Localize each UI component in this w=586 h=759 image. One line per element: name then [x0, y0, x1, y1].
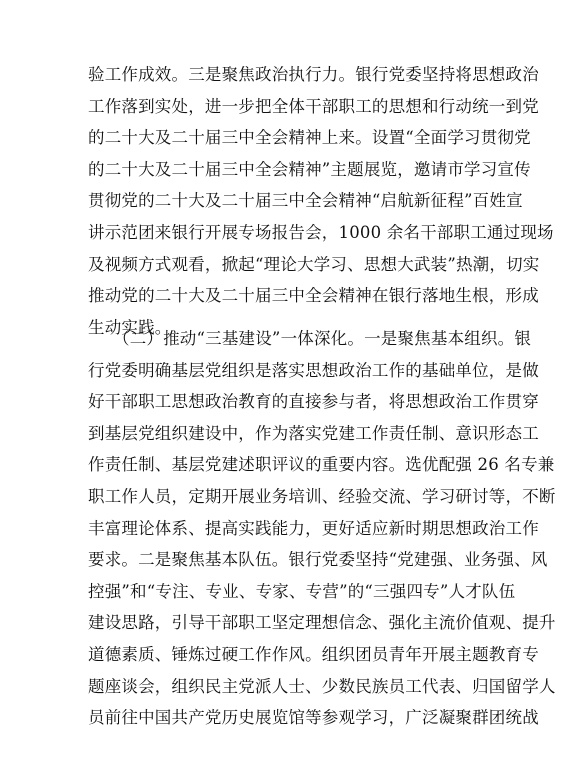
paragraph-line: 推动党的二十大及二十届三中全会精神在银行落地生根，形成 [88, 286, 539, 306]
paragraph-line: 生动实践。 [88, 317, 172, 337]
paragraph-line: 要求。二是聚焦基本队伍。银行党委坚持“党建强、业务强、风 [88, 550, 548, 570]
paragraph-line: 道德素质、锤炼过硬工作作风。组织团员青年开展主题教育专 [88, 644, 539, 664]
paragraph-line: 建设思路，引导干部职工坚定理想信念、强化主流价值观、提升 [88, 613, 556, 633]
paragraph-line: 及视频方式观看，掀起“理论大学习、思想大武装”热潮，切实 [88, 254, 540, 274]
paragraph-line: 行党委明确基层党组织是落实思想政治工作的基础单位，是做 [88, 360, 539, 380]
paragraph-line: 到基层党组织建设中，作为落实党建工作责任制、意识形态工 [88, 423, 539, 443]
paragraph-1 [88, 59, 554, 343]
paragraph-line: 作责任制、基层党建述职评议的重要内容。选优配强 26 名专兼 [88, 455, 555, 475]
paragraph-line: 员前往中国共产党历史展览馆等参观学习，广泛凝聚群团统战 [88, 708, 539, 728]
paragraph-line: 丰富理论体系、提高实践能力，更好适应新时期思想政治工作 [88, 518, 539, 538]
paragraph-line: 验工作成效。三是聚焦政治执行力。银行党委坚持将思想政治 [88, 65, 539, 84]
paragraph-line: 的二十大及二十届三中全会精神上来。设置“全面学习贯彻党 [88, 128, 531, 148]
paragraph-line: 讲示范团来银行开展专场报告会，1000 余名干部职工通过现场 [88, 222, 554, 242]
section-heading-line: （二）推动“三基建设”一体深化。一是聚焦基本组织。银 [113, 329, 532, 348]
paragraph-line: 的二十大及二十届三中全会精神”主题展览，邀请市学习宣传 [88, 159, 531, 179]
paragraph-line: 控强”和“专注、专业、专家、专营”的“三强四专”人才队伍 [88, 581, 516, 601]
paragraph-line: 职工作人员，定期开展业务培训、经验交流、学习研讨等，不断 [88, 486, 556, 506]
paragraph-2 [88, 323, 556, 734]
paragraph-line: 贯彻党的二十大及二十届三中全会精神“启航新征程”百姓宣 [88, 191, 523, 211]
paragraph-line: 好干部职工思想政治教育的直接参与者，将思想政治工作贯穿 [88, 392, 539, 412]
paragraph-line: 题座谈会，组织民主党派人士、少数民族员工代表、归国留学人 [88, 676, 556, 696]
paragraph-line: 工作落到实处，进一步把全体干部职工的思想和行动统一到党 [88, 96, 539, 116]
